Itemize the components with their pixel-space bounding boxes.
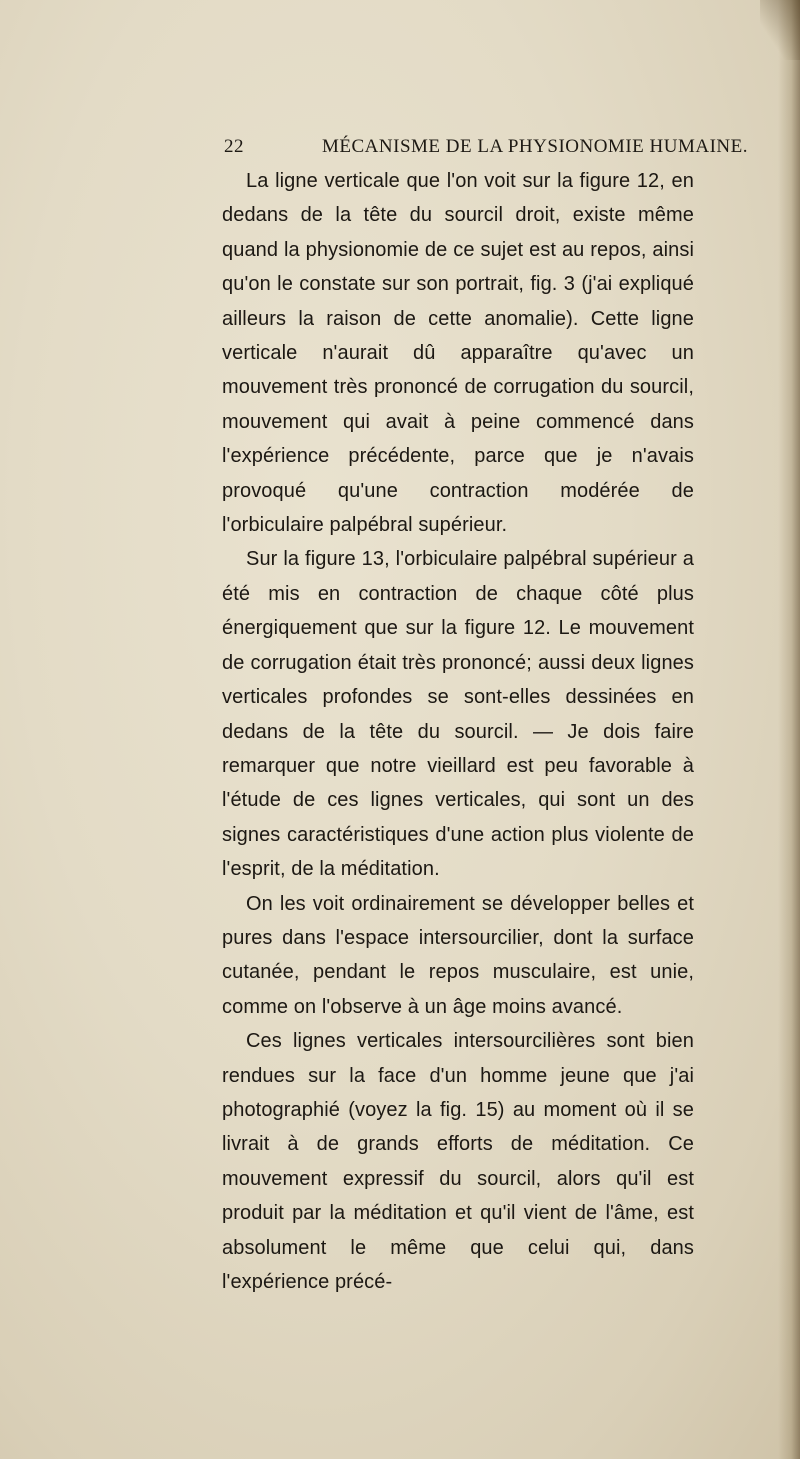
paragraph-3: On les voit ordinairement se développer belles et pures dans l'espace intersourcilier, dont la surface cutanée, pendant le repos musculaire, est unie, comme on l'observe à un âge moins avancé.: [222, 892, 694, 1018]
body-text: [222, 164, 694, 1299]
page-corner-shadow: [760, 0, 800, 60]
page-number: 22: [224, 136, 244, 157]
running-title: MÉCANISME DE LA PHYSIONOMIE HUMAINE.: [322, 136, 748, 157]
paragraph-2: Sur la figure 13, l'orbiculaire palpébral supérieur a été mis en contraction de chaque côté plus énergiquement que sur la figure 12. Le mouvement de corrugation était très prononcé; aussi deux lignes verticales profondes se sont-elles dessinées en dedans de la tête du sourcil. — Je dois faire remarquer que notre vieillard est peu favorable à l'étude de ces lignes verticales, qui sont un des signes caractéristiques d'une action plus violente de l'esprit, de la méditation.: [222, 548, 694, 881]
paragraph-1: La ligne verticale que l'on voit sur la figure 12, en dedans de la tête du sourcil droit, existe même quand la physionomie de ce sujet est au repos, ainsi qu'on le constate sur son portrait, fig. 3 (j'ai expliqué ailleurs la raison de cette anomalie). Cette ligne verticale n'aurait dû apparaître qu'avec un mouvement très prononcé de corrugation du sourcil, mouvement qui avait à peine commencé dans l'expérience précédente, parce que je n'avais provoqué qu'une contraction modérée de l'orbiculaire palpébral supérieur.: [222, 170, 694, 537]
paragraph-4: Ces lignes verticales intersourcilières sont bien rendues sur la face d'un homme jeune que j'ai photographié (voyez la fig. 15) au moment où il se livrait à de grands efforts de méditation. Ce mouvement expressif du sourcil, alors qu'il est produit par la méditation et qu'il vient de l'âme, est absolument le même que celui qui, dans l'expérience précé-: [222, 1030, 694, 1293]
page-edge-shadow: [778, 0, 800, 1459]
running-head: [224, 136, 748, 164]
